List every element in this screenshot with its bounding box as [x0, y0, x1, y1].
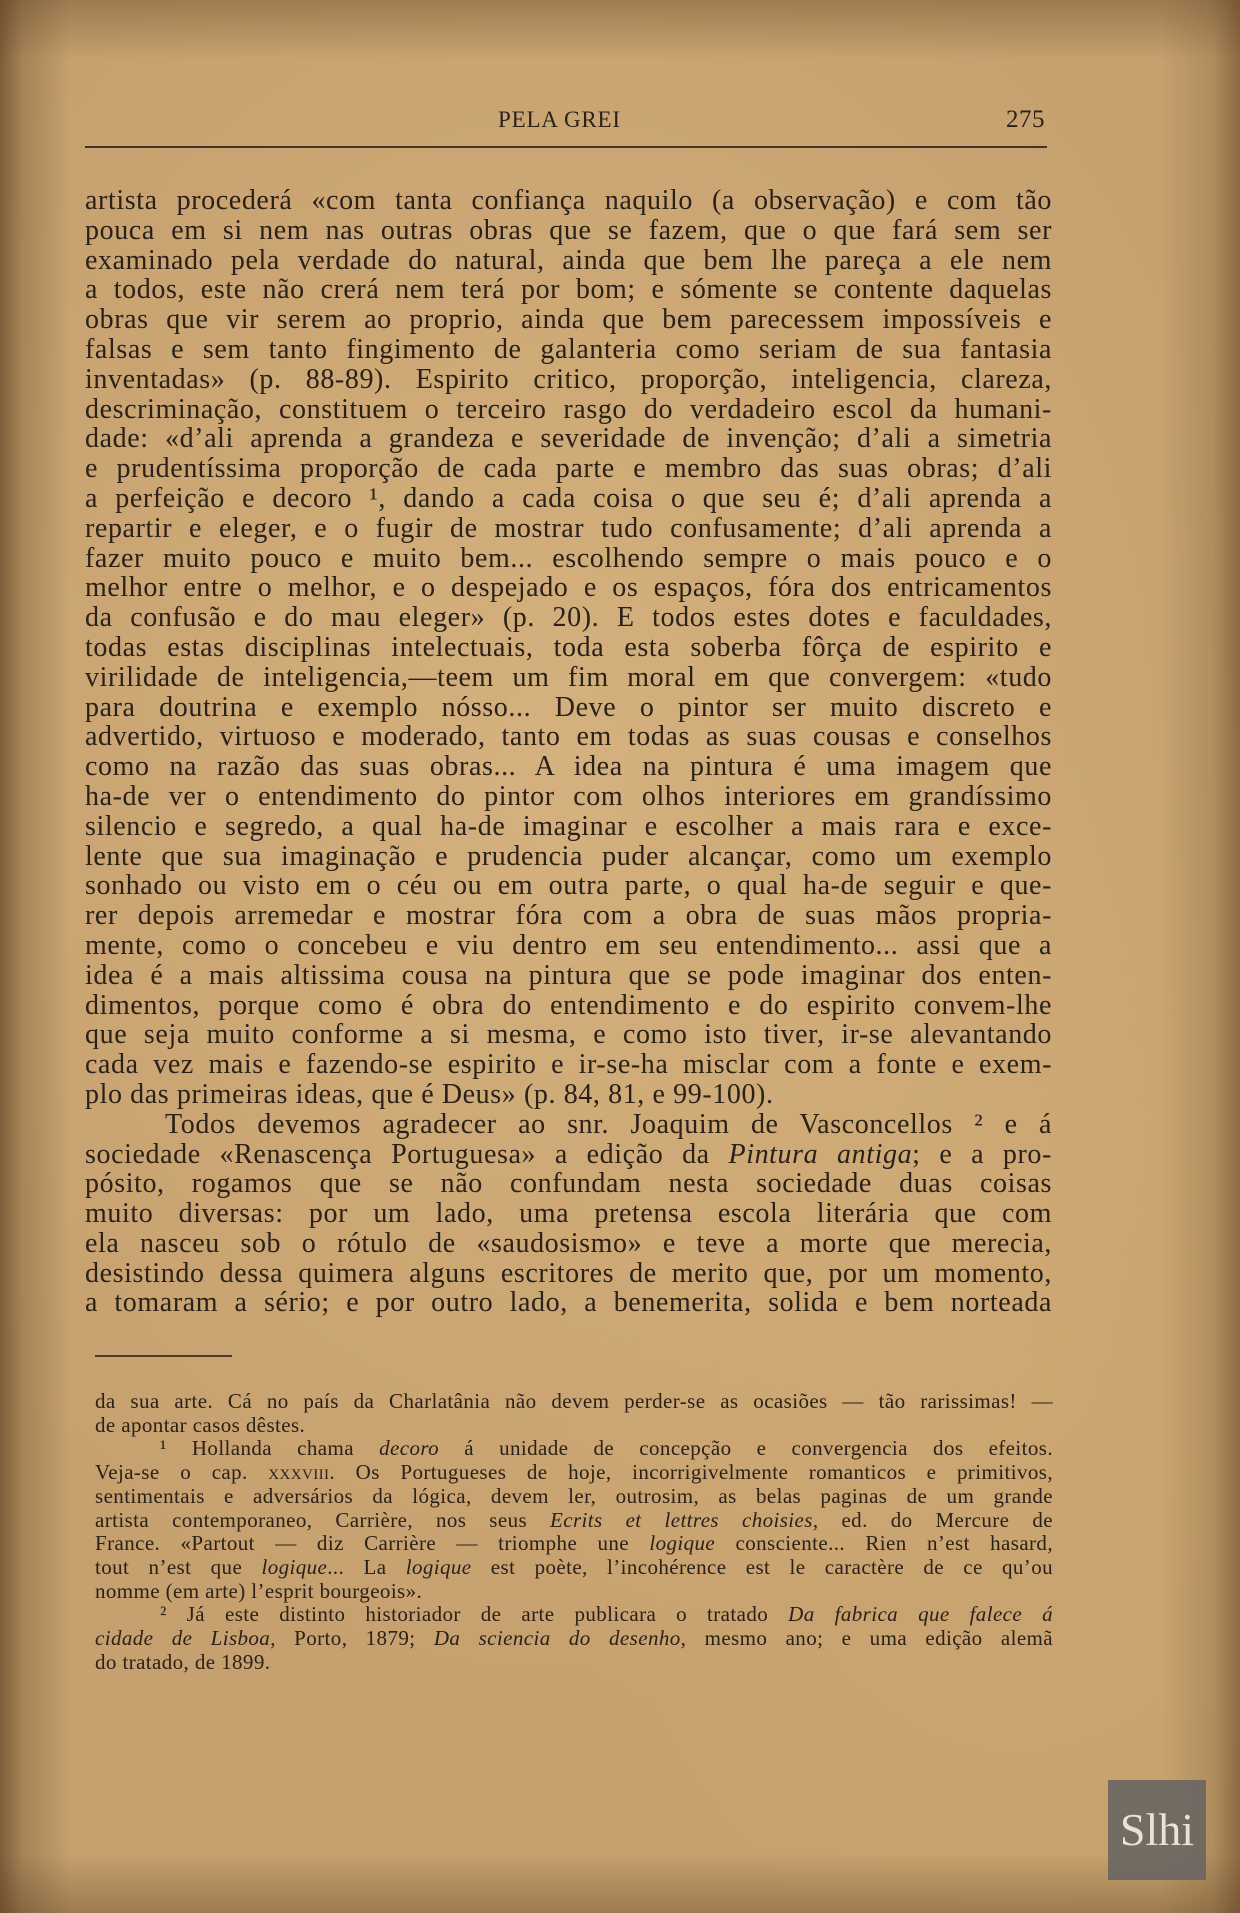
body-line: descriminação, constituem o terceiro rasgo do verdadeiro escol da humani- — [85, 393, 1052, 425]
main-text — [85, 186, 1052, 1318]
body-line: da confusão e do mau eleger» (p. 20). E todos estes dotes e faculdades, — [85, 602, 1052, 634]
book-title-italic: cidade de Lisboa — [95, 1626, 271, 1651]
book-title-italic: Da fabrica que falece á — [788, 1602, 1053, 1627]
logo-text: Slhi — [1119, 1804, 1195, 1855]
body-line: virilidade de inteligencia,—teem um fim moral em que convergem: «tudo — [85, 661, 1052, 693]
body-line: a perfeição e decoro ¹, dando a cada coisa o que seu é; d’ali aprenda a — [85, 482, 1052, 514]
footnote-separator — [95, 1355, 232, 1357]
footnote-text-segment: tout n’est que — [95, 1554, 262, 1579]
body-line: Todos devemos agradecer ao snr. Joaquim de Vasconcellos ² e á — [165, 1108, 1052, 1140]
body-line: para doutrina e exemplo nósso... Deve o pintor ser muito discreto e — [85, 691, 1052, 723]
body-line: fazer muito pouco e muito bem... escolhendo sempre o mais pouco e o — [85, 542, 1052, 574]
book-title-italic: Ecrits et lettres choisies — [550, 1507, 813, 1532]
body-line: mente, como o concebeu e viu dentro em seu entendimento... assi que a — [85, 929, 1052, 961]
body-line: silencio e segredo, a qual ha-de imaginar e escolher a mais rara e exce- — [85, 810, 1052, 842]
body-line: todas estas disciplinas intelectuais, toda esta soberba fôrça de espirito e — [85, 631, 1052, 663]
body-line: artista procederá «com tanta confiança naquilo (a observação) e com tão — [85, 185, 1052, 216]
body-line: obras que vir serem ao proprio, ainda que bem parecessem impossíveis e — [85, 304, 1052, 336]
body-line: pósito, rogamos que se não confundam nesta sociedade duas coisas — [85, 1168, 1052, 1200]
footnote-line — [95, 1556, 1053, 1580]
body-line: dimentos, porque como é obra do entendimento e do espirito convem-lhe — [85, 989, 1052, 1021]
footnote-text-segment: , mesmo ano; e uma edição alemã — [680, 1626, 1053, 1651]
page-number: 275 — [1006, 106, 1045, 133]
body-line: advertido, virtuoso e moderado, tanto em todas as suas cousas e conselhos — [85, 721, 1052, 753]
footnotes — [95, 1390, 1053, 1674]
italic-term: logique — [261, 1554, 328, 1579]
footnote-text-segment: consciente... Rien n’est hasard, — [715, 1531, 1053, 1556]
footnote-line — [95, 1509, 1053, 1533]
italic-term: logique — [649, 1531, 716, 1556]
footnote-text-segment: , Porto, 1879; — [270, 1626, 434, 1651]
body-line: inventadas» (p. 88-89). Espirito critico, proporção, inteligencia, clareza, — [85, 363, 1052, 395]
footnote-line: nomme (em arte) l’esprit bourgeois». — [95, 1578, 423, 1603]
book-title-italic: Da sciencia do desenho — [433, 1626, 681, 1651]
footnote-text-segment: Veja-se o cap. — [95, 1460, 269, 1485]
footnote-text-segment: ² Já este distinto historiador de arte publicara o tratado — [160, 1602, 789, 1627]
body-line: melhor entre o melhor, e o despejado e os espaços, fóra dos entricamentos — [85, 572, 1052, 604]
body-line: repartir e eleger, e o fugir de mostrar tudo confusamente; d’ali aprenda a — [85, 512, 1052, 544]
body-line: idea é a mais altissima cousa na pintura que se pode imaginar dos enten- — [85, 959, 1052, 991]
body-line — [85, 1140, 1052, 1170]
italic-term: logique — [405, 1554, 472, 1579]
body-text-segment: sociedade «Renascença Portuguesa» a edição da — [85, 1138, 729, 1170]
footnote-text-segment: ... La — [327, 1554, 406, 1579]
footnote-text-segment: . Os Portugueses de hoje, incorrigivelmente romanticos e primitivos, — [329, 1460, 1053, 1485]
body-line: sonhado ou visto em o céu ou em outra parte, o qual ha-de seguir e que- — [85, 870, 1052, 902]
body-line: examinado pela verdade do natural, ainda que bem lhe pareça a ele nem — [85, 244, 1052, 276]
footnote-text-segment: est poète, l’incohérence est le caractère de ce qu’ou — [471, 1554, 1053, 1579]
body-line: dade: «d’ali aprenda a grandeza e severidade de invenção; d’ali a simetria — [85, 423, 1052, 455]
running-head-title: PELA GREI — [498, 107, 621, 132]
footnote-line — [95, 1461, 1053, 1485]
body-line: cada vez mais e fazendo-se espirito e ir-se-ha misclar com a fonte e exem- — [85, 1049, 1052, 1081]
footnote-text-segment: France. «Partout — diz Carrière — triomphe une — [95, 1531, 650, 1556]
body-line: plo das primeiras ideas, que é Deus» (p. 84, 81, e 99-100). — [85, 1078, 774, 1110]
body-line: ha-de ver o entendimento do pintor com olhos interiores em grandíssimo — [85, 780, 1052, 812]
body-line: falsas e sem tanto fingimento de galanteria como seriam de sua fantasia — [85, 333, 1052, 365]
body-line: muito diversas: por um lado, uma pretensa escola literária que com — [85, 1198, 1052, 1230]
body-line: a tomaram a sério; e por outro lado, a benemerita, solida e bem norteada — [85, 1287, 1052, 1319]
footnote-line: sentimentais e adversários da lógica, devem ler, outrosim, as belas paginas de um grande — [95, 1483, 1053, 1508]
body-line: pouca em si nem nas outras obras que se fazem, que o que fará sem ser — [85, 214, 1052, 246]
footnote-text-segment: á unidade de concepção e convergencia dos efeitos. — [439, 1436, 1053, 1461]
footnote-line: da sua arte. Cá no país da Charlatânia não devem perder-se as ocasiões — tão rarissimas! — — [95, 1389, 1053, 1413]
body-text-segment: ; e a pro- — [912, 1138, 1052, 1170]
body-line: lente que sua imaginação e prudencia puder alcançar, como um exemplo — [85, 840, 1052, 872]
footnote-text-segment: , ed. do Mercure de — [812, 1507, 1053, 1532]
footnote-line — [95, 1627, 1053, 1651]
header-rule — [85, 146, 1047, 148]
body-line: a todos, este não crerá nem terá por bom; e sómente se contente daquelas — [85, 274, 1052, 306]
body-line: e prudentíssima proporção de cada parte e membro das suas obras; d’ali — [85, 453, 1052, 485]
body-line: que seja muito conforme a si mesma, e como isto tiver, ir-se alevantando — [85, 1019, 1052, 1051]
footnote-line — [95, 1437, 1053, 1461]
footnote-line: de apontar casos dêstes. — [95, 1412, 306, 1437]
book-title-italic: Pintura antiga — [728, 1138, 913, 1170]
slhi-logo — [1108, 1780, 1206, 1880]
footnote-line — [95, 1532, 1053, 1556]
body-line: desistindo dessa quimera alguns escritores de merito que, por um momento, — [85, 1257, 1052, 1289]
footnote-line: do tratado, de 1899. — [95, 1649, 271, 1674]
footnote-text-segment: artista contemporaneo, Carrière, nos seus — [95, 1507, 551, 1532]
italic-term: decoro — [379, 1436, 440, 1461]
body-line: ela nasceu sob o rótulo de «saudosismo» e teve a morte que merecia, — [85, 1227, 1052, 1259]
footnote-text-segment: ¹ Hollanda chama — [160, 1436, 380, 1461]
body-line: rer depois arremedar e mostrar fóra com a obra de suas mãos propria- — [85, 900, 1052, 932]
footnote-line — [95, 1603, 1053, 1627]
chapter-numeral: xxxviii — [268, 1460, 330, 1485]
body-line: como na razão das suas obras... A idea na pintura é uma imagem que — [85, 751, 1052, 783]
